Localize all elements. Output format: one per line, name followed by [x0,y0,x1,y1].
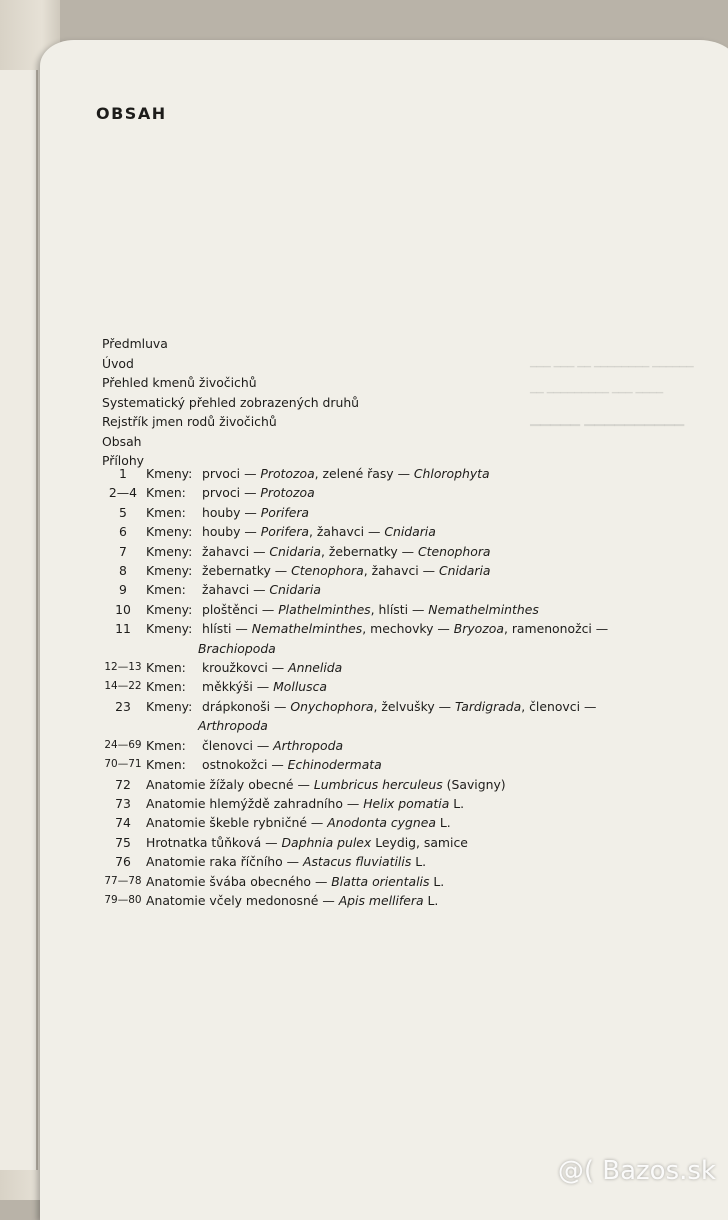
common-name: Leydig, samice [371,834,468,850]
latin-name: Nemathelminthes [251,621,363,637]
common-name: hlísti — [202,621,252,637]
front-matter-item[interactable]: Předmluva [102,336,168,351]
entry-text [146,813,620,832]
plate-number: 75 [115,834,131,850]
phylum-prefix: Kmeny: [146,621,193,637]
latin-name: Lumbricus herculeus [313,776,443,792]
plate-number: 74 [115,815,131,831]
entry-text [146,658,620,677]
entry-text [146,561,620,580]
entry-text [146,775,620,794]
plate-number: 73 [115,795,131,811]
common-name: Anatomie raka říčního — [146,854,303,870]
plate-number: 14—22 [104,680,142,693]
phylum-prefix: Kmeny: [146,543,193,559]
page-title: OBSAH [96,104,167,123]
entry-continuation: Brachiopoda [198,640,276,656]
toc-entry[interactable] [100,775,620,794]
common-name: L. [449,795,465,811]
common-name: ostnokožci — [202,757,288,773]
common-name: členovci — [202,737,274,753]
entry-text [146,794,620,813]
common-name: prvoci — [202,485,261,501]
common-name: kroužkovci — [202,660,289,676]
common-name: Anatomie hlemýždě zahradního — [146,795,364,811]
phylum-prefix: Kmeny: [146,601,193,617]
entry-text [146,522,620,541]
entry-text [146,872,620,891]
phylum-prefix: Kmen: [146,679,186,695]
phylum-prefix: Kmen: [146,660,186,676]
common-name: Anatomie včely medonosné — [146,892,339,908]
phylum-prefix: Kmen: [146,582,186,598]
common-name: , hlísti — [370,601,429,617]
plate-number: 72 [115,776,131,792]
entry-text [146,736,620,755]
entry-text [146,852,620,871]
entry-text [146,542,620,561]
common-name: Anatomie švába obecného — [146,873,332,889]
common-name: , želvušky — [373,698,455,714]
plate-number: 24—69 [104,738,142,751]
common-name: L. [411,854,427,870]
entry-text [146,891,620,910]
phylum-prefix: Kmeny: [146,466,193,481]
latin-name: Anodonta cygnea [327,815,436,831]
latin-name: Onychophora [290,698,374,714]
plate-number: 1 [119,466,127,481]
toc-entry[interactable] [100,542,620,561]
common-name: , žahavci — [309,524,385,540]
latin-name: Porifera [260,504,310,520]
plate-number: 76 [115,854,131,870]
common-name: , zelené řasy — [314,466,414,481]
common-name: žahavci — [202,543,270,559]
latin-name: Tardigrada [454,698,522,714]
plate-number: 11 [115,621,131,637]
toc-entry[interactable] [100,600,620,619]
toc-entry[interactable] [100,813,620,832]
entry-text [146,697,620,716]
toc-entry[interactable] [100,852,620,871]
facing-page-edge [0,70,38,1170]
latin-name: Ctenophora [291,563,364,579]
toc-entry[interactable] [100,697,620,716]
latin-name: Astacus fluviatilis [302,854,412,870]
common-name: Hrotnatka tůňková — [146,834,282,850]
common-name: L. [423,892,439,908]
entry-text [146,619,620,638]
toc-entry[interactable] [100,891,620,910]
entry-text [146,580,620,599]
plate-number: 8 [119,563,127,579]
toc-entry[interactable] [100,483,620,502]
common-name: , členovci — [521,698,597,714]
entry-continuation: Arthropoda [198,718,268,734]
plate-number: 79—80 [104,893,142,906]
plate-number: 70—71 [104,758,142,771]
latin-name: Nemathelminthes [428,601,539,617]
latin-name: Protozoa [260,466,315,481]
latin-name: Bryozoa [453,621,504,637]
plate-number: 77—78 [104,874,142,887]
front-matter-item[interactable]: Systematický přehled zobrazených druhů [102,394,360,410]
toc-entry[interactable] [100,736,620,755]
common-name: L. [435,815,451,831]
toc-entry[interactable] [100,561,620,580]
latin-name: Cnidaria [269,582,321,598]
bleed-through-text: ▁▁▁ ▁▁▁ ▁▁ ▁▁▁▁▁▁▁▁ ▁▁▁▁▁▁ [530,358,694,368]
latin-name: Ctenophora [417,543,491,559]
common-name: houby — [202,524,261,540]
phylum-prefix: Kmen: [146,757,186,773]
toc-entry[interactable] [100,503,620,522]
common-name: drápkonoši — [202,698,291,714]
common-name: ploštěnci — [202,601,279,617]
front-matter-item[interactable]: Přílohy [102,453,144,468]
plates-list [100,464,620,910]
entry-text [146,503,620,522]
latin-name: Porifera [260,524,310,540]
common-name: , ramenonožci — [503,621,609,637]
plate-number: 23 [115,698,131,714]
plate-number: 9 [119,582,127,598]
phylum-prefix: Kmen: [146,504,186,520]
latin-name: Daphnia pulex [281,834,372,850]
latin-name: Cnidaria [384,524,436,540]
common-name: žahavci — [202,582,270,598]
common-name: měkkýši — [202,679,274,695]
toc-entry[interactable] [100,833,620,852]
phylum-prefix: Kmeny: [146,524,193,540]
plate-number: 10 [115,601,131,617]
latin-name: Mollusca [273,679,327,695]
latin-name: Annelida [288,660,343,676]
toc-entry[interactable] [100,464,620,483]
entry-text [146,483,620,502]
phylum-prefix: Kmeny: [146,563,193,579]
plate-number: 12—13 [104,661,142,674]
entry-text [146,600,620,619]
front-matter-item[interactable]: Obsah [102,433,142,449]
latin-name: Protozoa [260,485,315,501]
phylum-prefix: Kmen: [146,485,186,501]
plate-number: 2—4 [108,485,138,501]
latin-name: Cnidaria [269,543,321,559]
common-name: (Savigny) [442,776,506,792]
entry-text [146,833,620,852]
toc-entry[interactable] [100,794,620,813]
toc-entry[interactable] [100,522,620,541]
plate-number: 7 [119,543,127,559]
common-name: , mechovky — [362,621,454,637]
toc-entry[interactable] [100,872,620,891]
bleed-through-text: ▁▁▁▁▁ ▁▁▁▁▁▁▁▁▁▁ [530,412,685,427]
bleed-through-text: ▁▁ ▁▁▁▁▁▁▁▁▁ ▁▁▁ ▁▁▁▁ [530,384,664,394]
watermark: @( Bazos.sk [557,1156,716,1186]
plate-number: 6 [119,524,127,540]
toc-entry[interactable] [100,677,620,696]
entry-text [146,464,620,483]
common-name: Anatomie žížaly obecné — [146,776,314,792]
latin-name: Chlorophyta [413,466,490,481]
common-name: Anatomie škeble rybničné — [146,815,328,831]
latin-name: Cnidaria [438,563,491,579]
common-name: L. [429,873,445,889]
toc-entry[interactable] [100,619,620,638]
common-name: , žebernatky — [320,543,418,559]
front-matter-item[interactable]: Přehled kmenů živočichů [102,375,257,390]
toc-entry[interactable] [100,658,620,677]
latin-name: Helix pomatia [363,795,450,811]
latin-name: Apis mellifera [338,892,424,908]
toc-entry[interactable] [100,580,620,599]
toc-entry[interactable] [100,755,620,774]
common-name: , žahavci — [363,563,439,579]
phylum-prefix: Kmeny: [146,698,193,714]
phylum-prefix: Kmen: [146,737,186,753]
front-matter-item[interactable]: Rejstřík jmen rodů živočichů [102,414,277,429]
latin-name: Arthropoda [273,737,344,753]
latin-name: Echinodermata [287,757,382,773]
front-matter-list [102,334,359,471]
common-name: houby — [202,504,261,520]
common-name: prvoci — [202,466,261,481]
common-name: žebernatky — [202,563,292,579]
latin-name: Plathelminthes [278,601,371,617]
entry-text [146,755,620,774]
front-matter-item[interactable]: Úvod [102,355,134,371]
latin-name: Blatta orientalis [331,873,430,889]
entry-text [146,677,620,696]
plate-number: 5 [119,504,127,520]
